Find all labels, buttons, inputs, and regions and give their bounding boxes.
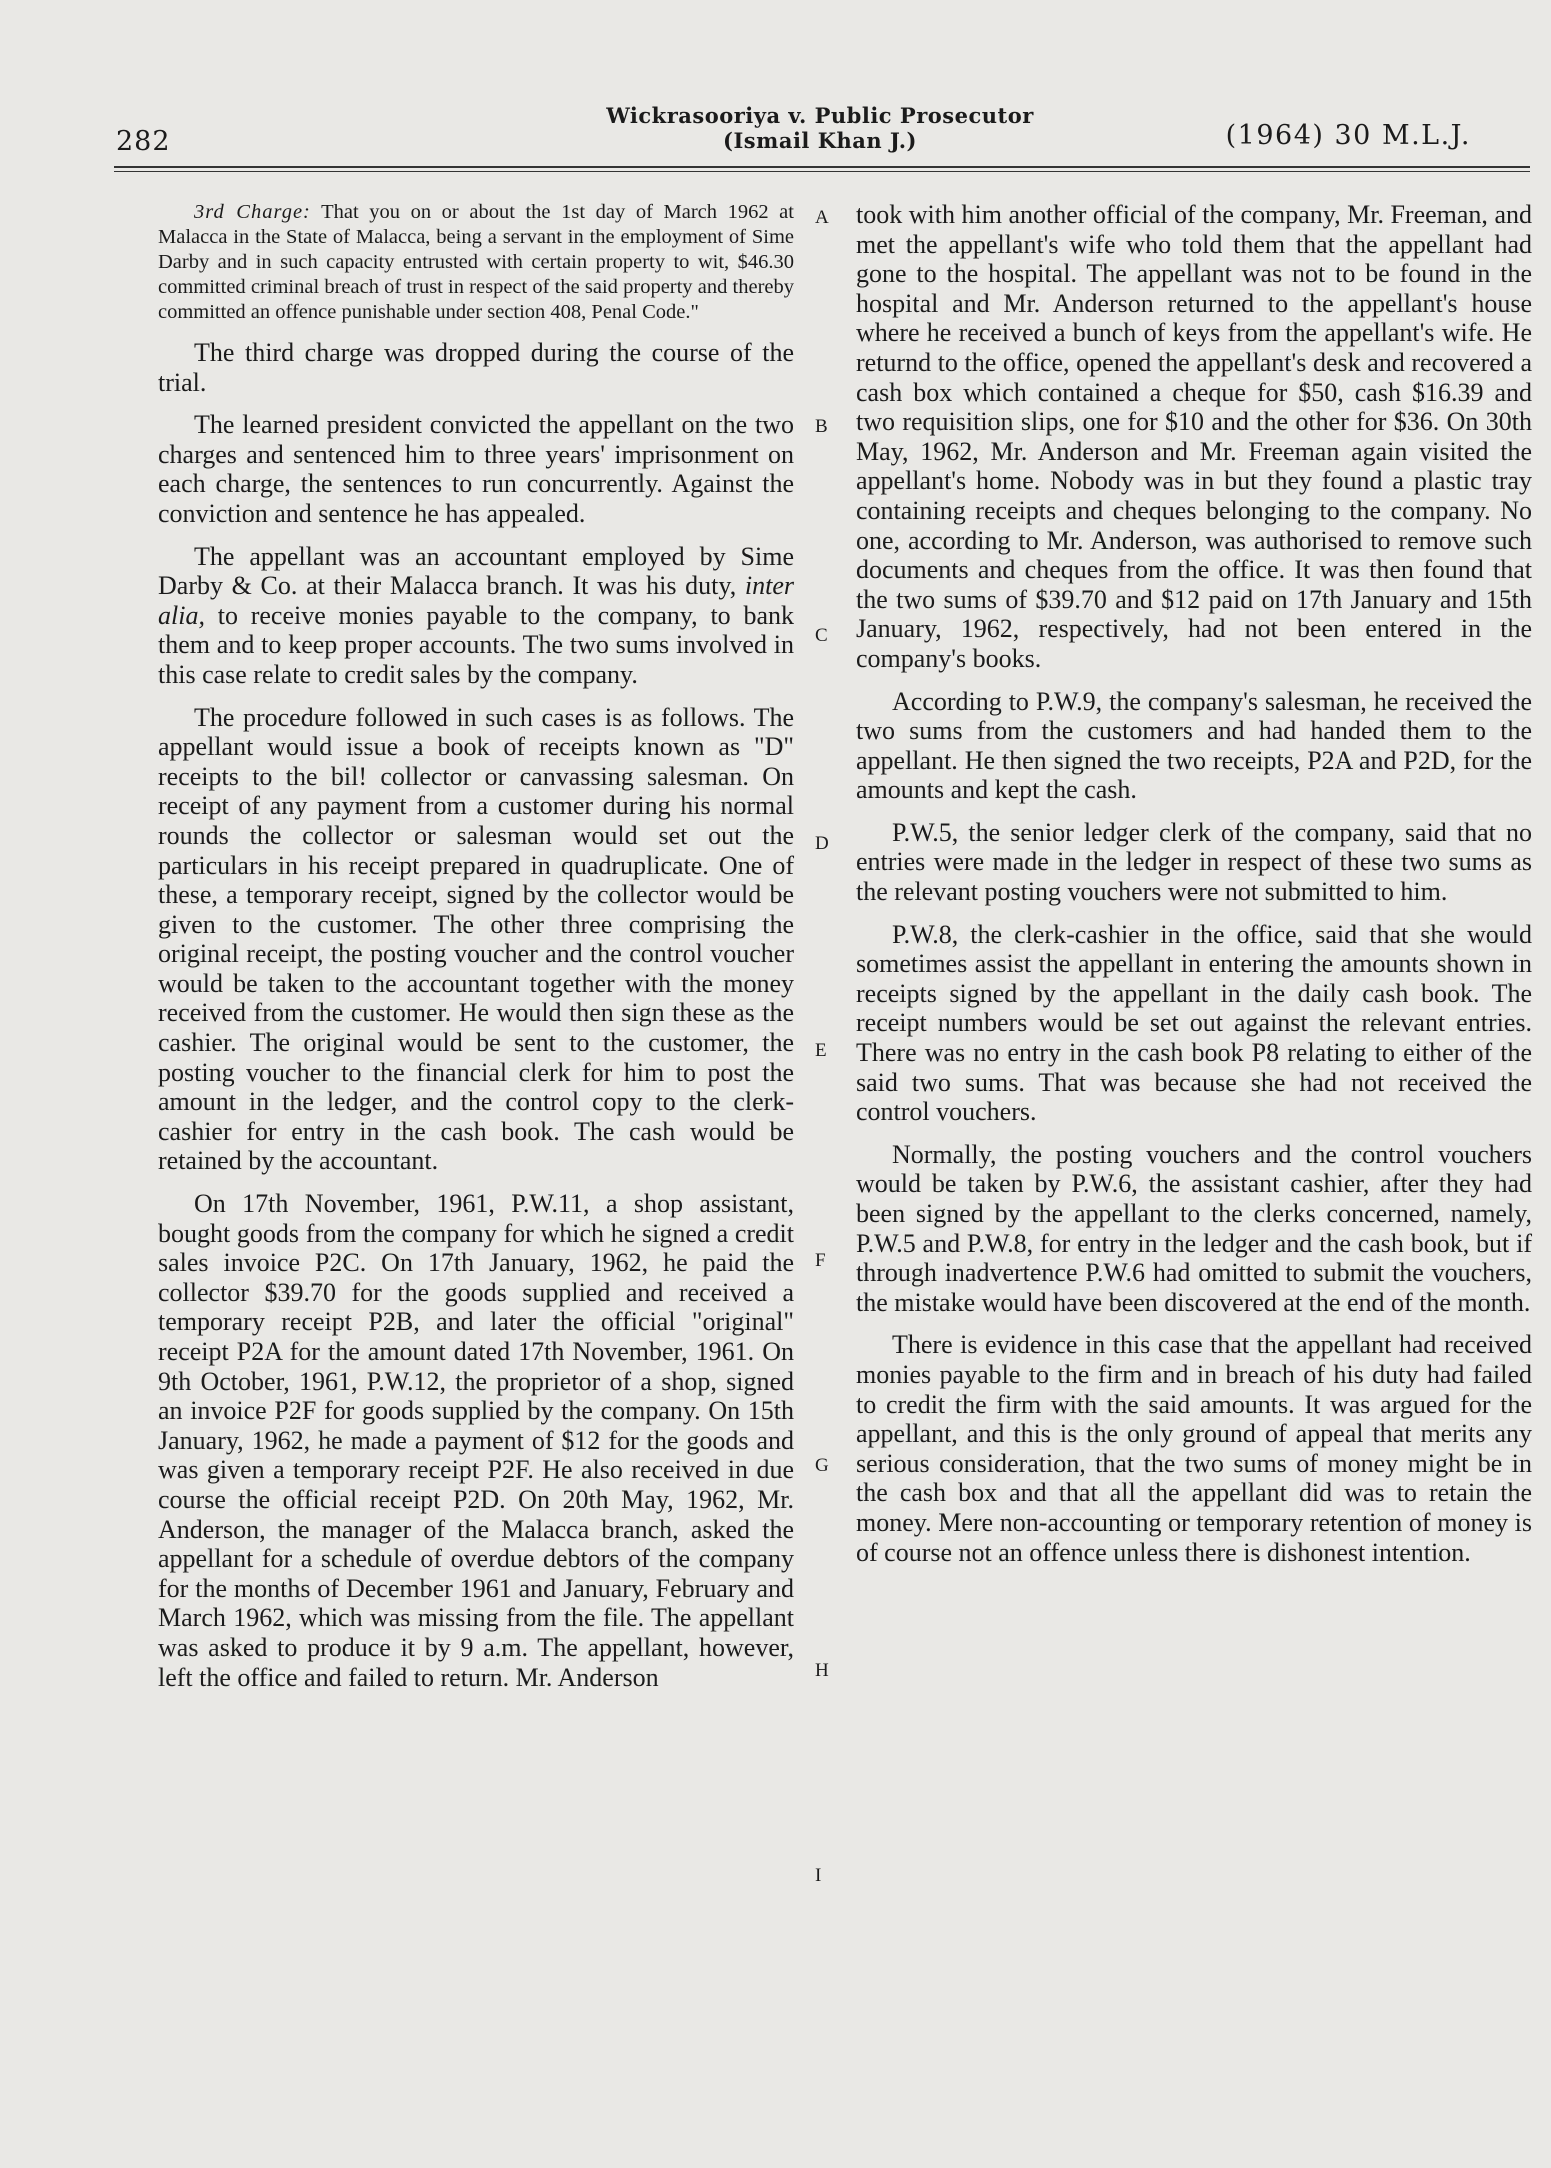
right-column <box>856 200 1532 1580</box>
paragraph <box>158 542 794 690</box>
paragraph: The learned president convicted the appellant on the two charges and sentenced him to three years' imprisonment on each charge, the sentences to run concurrently. Against the conviction and sentence he has appealed. <box>158 410 794 528</box>
margin-letter: H <box>815 1660 829 1681</box>
margin-letter: C <box>815 625 828 646</box>
margin-letter: F <box>815 1250 826 1271</box>
paragraph: P.W.8, the clerk-cashier in the office, said that she would sometimes assist the appellant in entering the amounts shown in receipts signed by the appellant in the daily cash book. The receipt numbers would be set out against the relevant entries. There was no entry in the cash book P8 relating to either of the said two sums. That was because she had not received the control vouchers. <box>856 919 1532 1127</box>
margin-letter: A <box>815 207 829 228</box>
margin-letter: D <box>815 833 829 854</box>
paragraph: The procedure followed in such cases is as follows. The appellant would issue a book of receipts known as "D" receipts to the bil! collector or canvassing salesman. On receipt of any payment from a customer during his normal rounds the collector or salesman would set out the particulars in his receipt prepared in quadruplicate. One of these, a temporary receipt, signed by the collector would be given to the customer. The other three comprising the original receipt, the posting voucher and the control voucher would be taken to the accountant together with the money received from the customer. He would then sign these as the cashier. The original would be sent to the customer, the posting voucher to the financial clerk for him to post the amount in the ledger, and the control copy to the clerk-cashier for entry in the cash book. The cash would be retained by the accountant. <box>158 702 794 1176</box>
margin-letter: G <box>815 1455 829 1476</box>
text-run: to receive monies payable to the company, to bank them and to keep proper accounts. The two sums involved in this case relate to credit sales by the company. <box>158 600 794 689</box>
paragraph: P.W.5, the senior ledger clerk of the company, said that no entries were made in the ledger in respect of these two sums as the relevant posting vouchers were not submitted to him. <box>856 817 1532 907</box>
margin-letter: E <box>815 1040 827 1061</box>
page-number: 282 <box>116 126 171 157</box>
paragraph: took with him another official of the company, Mr. Freeman, and met the appellant's wife who told them that the appellant had gone to the hospital. The appellant was not to be found in the hospital and Mr. Anderson returned to the appellant's house where he received a bunch of keys from the appellant's wife. He returnd to the office, opened the appellant's desk and recovered a cash box which contained a cheque for $50, cash $16.39 and two requisition slips, one for $10 and the other for $36. On 30th May, 1962, Mr. Anderson and Mr. Freeman again visited the appellant's home. Nobody was in but they found a plastic tray containing receipts and cheques belonging to the company. No one, according to Mr. Anderson, was authorised to remove such documents and cheques from the office. It was then found that the two sums of $39.70 and $12 paid on 17th January and 15th January, 1962, respectively, had not been entered in the company's books. <box>856 200 1532 673</box>
paragraph: According to P.W.9, the company's salesman, he received the two sums from the customers and had handed them to the appellant. He then signed the two receipts, P2A and P2D, for the amounts and kept the cash. <box>856 686 1532 805</box>
left-column <box>158 200 794 1705</box>
latin-phrase: inter alia, <box>158 571 794 630</box>
header-rule <box>114 166 1530 172</box>
case-title-line2: (Ismail Khan J.) <box>723 128 917 153</box>
paragraph: There is evidence in this case that the appellant had received monies payable to the firm and in breach of his duty had failed to credit the firm with the said amounts. It was argued for the appellant, and this is the only ground of appeal that merits any serious consideration, that the two sums of money might be in the cash box and that all the appellant did was to retain the money. Mere non-accounting or temporary retention of money is of course not an offence unless there is dishonest intention. <box>856 1330 1532 1567</box>
margin-letter: B <box>815 416 828 437</box>
margin-letter: I <box>815 1865 822 1886</box>
charge-text: That you on or about the 1st day of March 1962 at Malacca in the State of Malacca, being a servant in the employment of Sime Darby and in such capacity entrusted with certain property to wit, $46.30 committed criminal breach of trust in respect of the said property and thereby committed an offence punishable under section 408, Penal Code." <box>158 201 794 323</box>
page-header <box>0 0 1551 180</box>
paragraph: The third charge was dropped during the course of the trial. <box>158 338 794 397</box>
paragraph: Normally, the posting vouchers and the control vouchers would be taken by P.W.6, the assistant cashier, after they had been signed by the appellant to the clerks concerned, namely, P.W.5 and P.W.8, for entry in the ledger and the cash book, but if through inadvertence P.W.6 had omitted to submit the vouchers, the mistake would have been discovered at the end of the month. <box>856 1139 1532 1317</box>
text-run: The appellant was an accountant employed by Sime Darby & Co. at their Malacca branch. It was his duty, <box>158 541 794 601</box>
charge-label: 3rd Charge: <box>194 201 311 223</box>
third-charge-quote <box>158 200 794 325</box>
case-title-line1: Wickrasooriya v. Public Prosecutor <box>606 103 1034 128</box>
paragraph: On 17th November, 1961, P.W.11, a shop assistant, bought goods from the company for which he signed a credit sales invoice P2C. On 17th January, 1962, he paid the collector $39.70 for the goods supplied and received a temporary receipt P2B, and later the official "original" receipt P2A for the amount dated 17th November, 1961. On 9th October, 1961, P.W.12, the proprietor of a shop, signed an invoice P2F for goods supplied by the company. On 15th January, 1962, he made a payment of $12 for the goods and was given a temporary receipt P2F. He also received in due course the official receipt P2D. On 20th May, 1962, Mr. Anderson, the manager of the Malacca branch, asked the appellant for a schedule of overdue debtors of the company for the months of December 1961 and January, February and March 1962, which was missing from the file. The appellant was asked to produce it by 9 a.m. The appellant, however, left the office and failed to return. Mr. Anderson <box>158 1189 794 1692</box>
case-title <box>600 103 1040 153</box>
citation: (1964) 30 M.L.J. <box>1225 120 1471 151</box>
